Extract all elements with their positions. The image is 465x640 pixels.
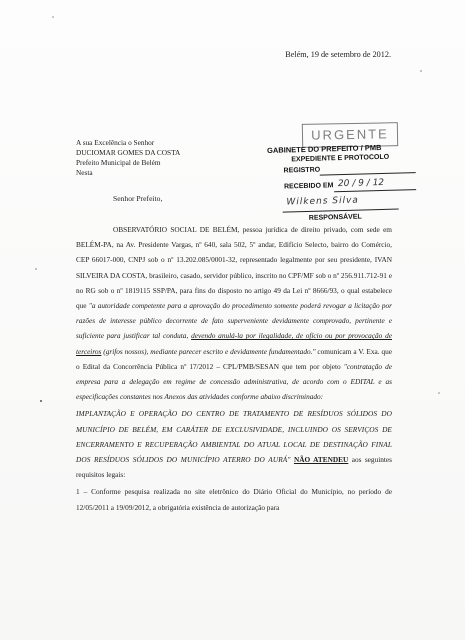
document-date: Belém, 19 de setembro de 2012. — [285, 50, 391, 59]
scan-speck — [52, 16, 54, 18]
paragraph-1 — [76, 222, 392, 404]
urgent-stamp: URGENTE — [302, 122, 398, 148]
stamp-line-cabinet: GABINETE DO PREFEITO / PMB — [266, 142, 382, 155]
scan-speck — [40, 400, 42, 402]
letter-body — [76, 222, 392, 515]
stamp-responsible: RESPONSÁVEL — [308, 213, 362, 222]
stamp-line-expediente: EXPEDIENTE E PROTOCOLO — [291, 153, 390, 164]
stamp-rule — [334, 189, 416, 192]
paragraph-3: 1 – Conforme pesquisa realizada no site eletrônico do Diário Oficial do Município, no período de 12/05/2011 a 19/09/2012, a obrigatória existência de autorização para — [76, 487, 392, 512]
protocol-stamp — [267, 142, 419, 228]
law-quote-underlined: devendo anulá-la por ilegalidade, de ofício ou por provocação de terceiros — [76, 331, 392, 356]
paragraph-1-intro: OBSERVATÓRIO SOCIAL DE BELÉM, pessoa jurídica de direito privado, com sede em BELÉM-PA, na Av. Presidente Vargas, nº 640, sala 502, 5º andar, Edifício Selecto, bairro do Comércio, CEP 66017-000, CNPJ sob o nº 13.202.085/0001-32, representado legalmente por seu presidente, IVAN SILVEIRA DA COSTA, brasileiro, casado, servidor público, inscrito no CPF/MF sob o nº 256.911.712-91 e no RG sob o nº 1819115 SSP/PA, para fins do disposto no artigo 49 da Lei nº 8666/93, o qual estabelece que — [76, 225, 392, 311]
law-quote: "a autoridade competente para a aprovação do procedimento somente poderá revogar a licitação por razões de interesse público decorrente de fato superveniente devidamente comprovado, pertinente e suficiente para justificar tal conduta, — [76, 301, 392, 341]
recipient-title: Prefeito Municipal de Belém — [76, 158, 161, 167]
stamp-rule — [320, 172, 416, 175]
scan-speck — [420, 70, 422, 72]
paragraph-2 — [76, 406, 392, 482]
recipient-greeting: A sua Excelência o Senhor — [76, 138, 155, 147]
stamp-rule — [283, 209, 399, 213]
tender-object: "contratação de empresa para a delegação em regime de concessão administrativa, de acordo com o EDITAL e as especificações constantes nos Anexos das atividades conforme abaixo discriminado: — [76, 361, 393, 402]
recipient-name: DUCIOMAR GOMES DA COSTA — [76, 148, 181, 157]
recipient-block — [76, 138, 180, 178]
stamp-signature: Wilkens Silva — [286, 195, 360, 208]
stamp-line-registro: REGISTRO — [283, 166, 321, 175]
not-met-emphasis: NÃO ATENDEU — [293, 455, 349, 465]
paragraph-1-continuation: comunicam a V. Exa. que o Edital da Concorrência Pública nº 17/2012 – CPL/PMB/SESAN que tem por objeto — [76, 346, 392, 371]
law-quote-end: (grifos nossos), mediante parecer escrito e devidamente fundamentado." — [101, 346, 316, 356]
tender-object-caps: IMPLANTAÇÃO E OPERAÇÃO DO CENTRO DE TRATAMENTO DE RESÍDUOS SÓLIDOS DO MUNICÍPIO DE BELÉM, EM CARÁTER DE EXCLUSIVIDADE, INCLUINDO OS SERVIÇOS DE ENCERRAMENTO E RECUPERAÇÃO AMBIENTAL DO ATUAL LOCAL DE DESTINAÇÃO FINAL DOS RESÍDUOS SÓLIDOS DO MUNICÍPIO ATERRO DO AURÁ" — [76, 409, 392, 465]
recipient-location: Nesta — [76, 168, 93, 177]
scan-speck — [438, 392, 440, 394]
scan-speck — [35, 268, 37, 270]
stamp-received-label: RECEBIDO EM — [283, 182, 334, 191]
salutation: Senhor Prefeito, — [113, 194, 163, 203]
paragraph-2-end: aos seguintes requisitos legais: — [76, 455, 392, 480]
stamp-received-date: 20 / 9 / 12 — [337, 177, 385, 190]
